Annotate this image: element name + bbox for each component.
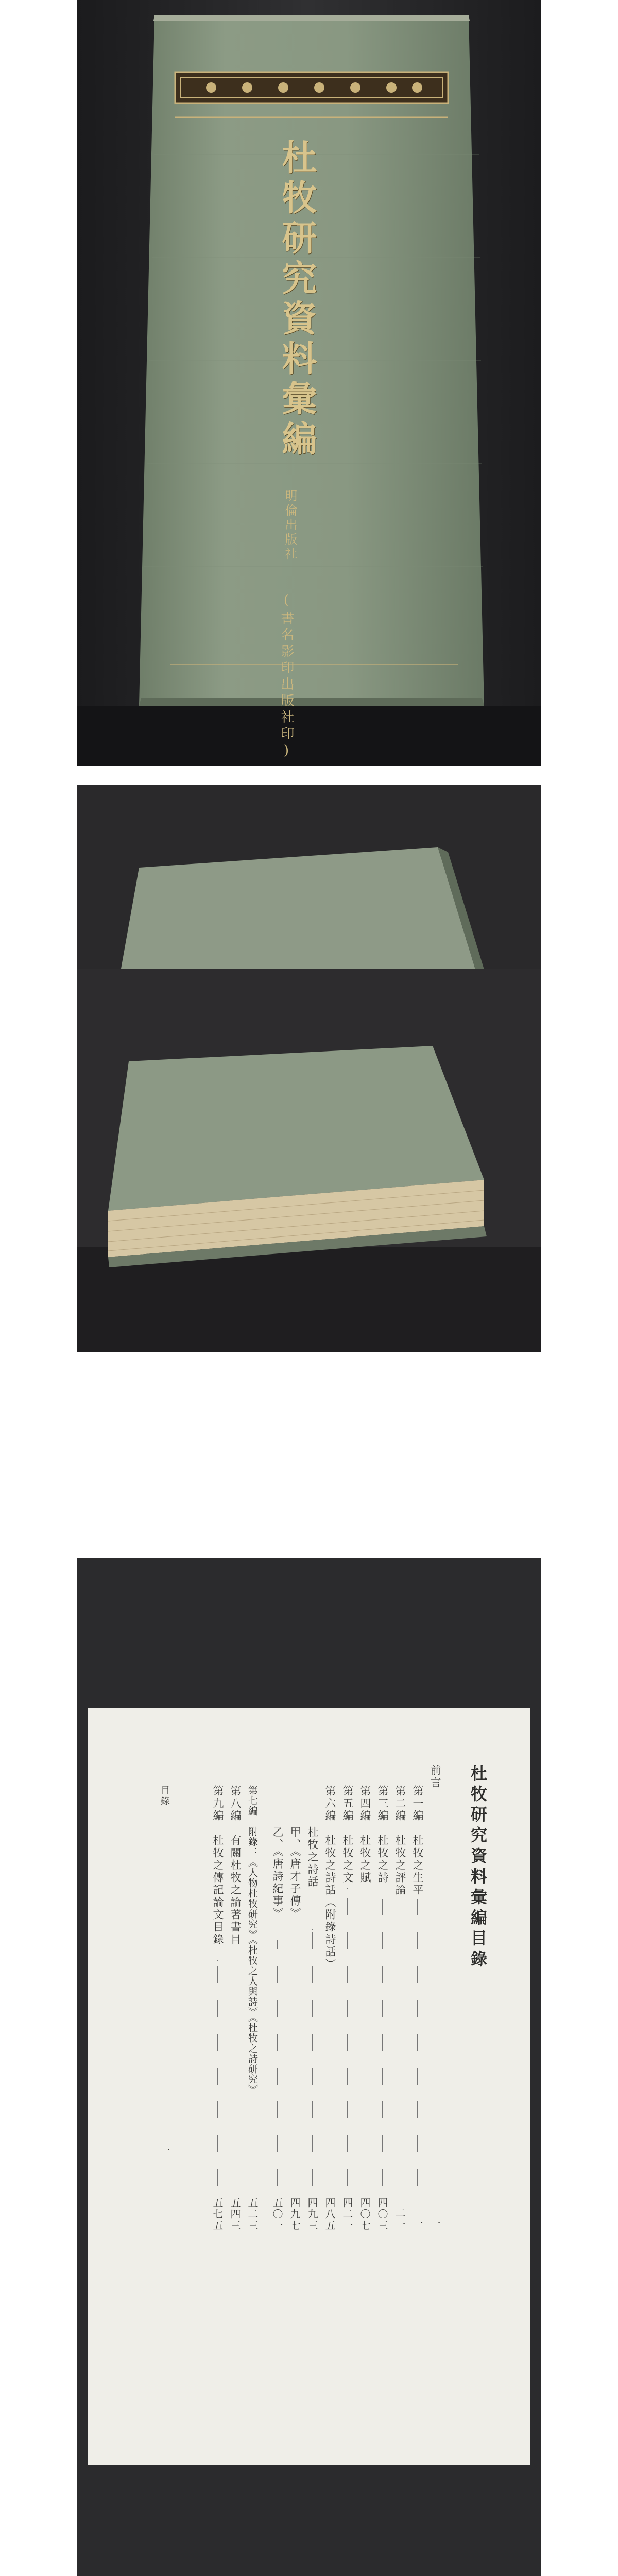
- toc-entry-4-page: 四〇三: [376, 2197, 388, 2231]
- toc-entry-10-page: 五〇一: [271, 2197, 283, 2231]
- toc-entry-6-leader: [347, 1888, 348, 2187]
- toc-entry-12-page: 五四三: [229, 2197, 241, 2231]
- toc-entry-5-page: 四〇七: [358, 2197, 371, 2231]
- toc-entry-2-leader: [417, 1899, 418, 2197]
- toc-footer-label: 目錄: [159, 1785, 170, 1807]
- toc-entry-1-label: 前言: [429, 1765, 441, 1789]
- toc-entry-12-label: 第八編 有關杜牧之論著書目: [229, 1785, 242, 1946]
- book-edge-photo-2: [77, 969, 541, 1352]
- toc-entry-7-label: 第六編 杜牧之詩話（附錄詩話）: [324, 1785, 336, 1971]
- spine-title: 杜牧研究資料彙編: [276, 139, 317, 461]
- toc-entry-13-label: 第九編 杜牧之傳記論文目錄: [212, 1785, 224, 1946]
- toc-entry-9-page: 四九七: [288, 2197, 301, 2231]
- toc-entry-5-label: 第四編 杜牧之賦: [359, 1785, 371, 1884]
- toc-entry-6-page: 四二一: [341, 2197, 353, 2231]
- toc-entry-9-label: 甲、《唐才子傳》: [289, 1826, 301, 1920]
- toc-entry-4-leader: [382, 1899, 383, 2187]
- toc-entry-3-label: 第二編 杜牧之評論: [394, 1785, 406, 1896]
- toc-entry-4-label: 第三編 杜牧之詩: [376, 1785, 389, 1884]
- spine-publisher: (書名影印出版社印): [279, 592, 294, 761]
- toc-heading: 杜牧研究資料彙編目錄: [468, 1765, 488, 1971]
- toc-entry-3-page: 二一: [393, 2208, 406, 2230]
- toc-entry-13-leader: [217, 1960, 218, 2187]
- toc-entry-13-page: 五七五: [211, 2197, 224, 2231]
- toc-entry-8-label: 杜牧之詩話: [306, 1826, 319, 1888]
- toc-footer-page: 一: [159, 2146, 170, 2156]
- toc-entry-1-page: 一: [428, 2218, 441, 2229]
- toc-entry-2-page: 一: [411, 2218, 423, 2229]
- toc-entry-8-leader: [312, 1929, 313, 2187]
- toc-entry-10-label: 乙、《唐詩紀事》: [271, 1826, 284, 1920]
- toc-entry-8-page: 四九三: [306, 2197, 318, 2231]
- toc-entry-11-label: 第七編 附錄：《人物杜牧研究》《杜牧之人與詩》《杜牧之詩研究》: [247, 1785, 258, 2095]
- toc-entry-11-page: 五二三: [246, 2197, 259, 2231]
- toc-entry-2-label: 第一編 杜牧之生平: [411, 1785, 424, 1896]
- spine-photo: [77, 0, 541, 766]
- toc-entry-7-page: 四八五: [323, 2197, 336, 2231]
- spine-subtitle: 明倫出版社: [283, 489, 297, 562]
- toc-entry-6-label: 第五編 杜牧之文: [341, 1785, 354, 1884]
- toc-entry-10-leader: [277, 1940, 278, 2187]
- toc-photo: [77, 1558, 541, 2576]
- toc-page: [88, 1708, 530, 2465]
